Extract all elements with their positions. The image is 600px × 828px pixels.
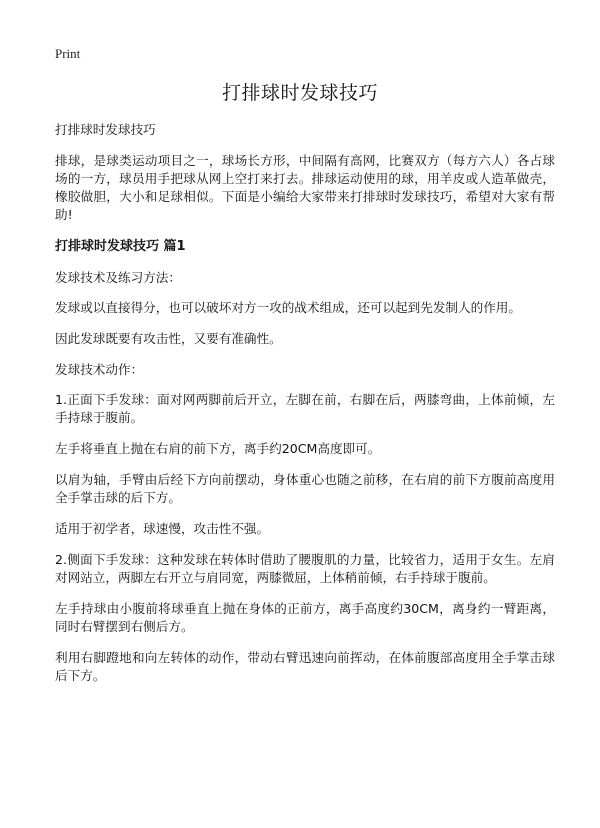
print-link[interactable]: Print — [55, 46, 81, 61]
paragraph: 1.正面下手发球：面对网两脚前后开立，左脚在前，右脚在后，两膝弯曲，上体前倾，左手持球于腹前。 — [55, 392, 555, 425]
section-heading: 打排球时发球技巧 篇1 — [55, 239, 186, 254]
paragraph: 因此发球既要有攻击性，又要有准确性。 — [55, 331, 282, 346]
paragraph: 以肩为轴，手臂由后经下方向前摆动，身体重心也随之前移，在右肩的前下方腹前高度用全手掌击球的后下方。 — [55, 472, 555, 505]
article-subtitle: 打排球时发球技巧 — [55, 122, 156, 137]
paragraph: 利用右脚蹬地和向左转体的动作，带动右臂迅速向前挥动，在体前腹部高度用全手掌击球后下方。 — [55, 650, 555, 683]
paragraph: 发球技术动作： — [55, 362, 144, 377]
document-title: 打排球时发球技巧 — [221, 82, 378, 104]
paragraph: 左手持球由小腹前将球垂直上抛在身体的正前方，离手高度约30CM，离身约一臂距离，同时右臂摆到右侧后方。 — [55, 601, 555, 634]
intro-paragraph: 排球，是球类运动项目之一，球场长方形，中间隔有高网，比赛双方（每方六人）各占球场的一方，球员用手把球从网上空打来打去。排球运动使用的球，用羊皮或人造革做壳，橡胶做胆，大小和足球相似。下面是小编给大家带来打排球时发球技巧，希望对大家有帮助! — [55, 153, 555, 222]
paragraph: 发球技术及练习方法： — [55, 270, 181, 285]
paragraph: 适用于初学者，球速慢，攻击性不强。 — [55, 521, 270, 536]
paragraph: 发球或以直接得分，也可以破坏对方一攻的战术组成，还可以起到先发制人的作用。 — [55, 300, 521, 315]
article-body — [55, 121, 555, 695]
paragraph: 2.侧面下手发球：这种发球在转体时借助了腰腹肌的力量，比较省力，适用于女生。左肩对网站立，两脚左右开立与肩同宽，两膝微屈，上体稍前倾，右手持球于腹前。 — [55, 552, 555, 585]
paragraph: 左手将垂直上抛在右肩的前下方，离手约20CM高度即可。 — [55, 441, 381, 456]
